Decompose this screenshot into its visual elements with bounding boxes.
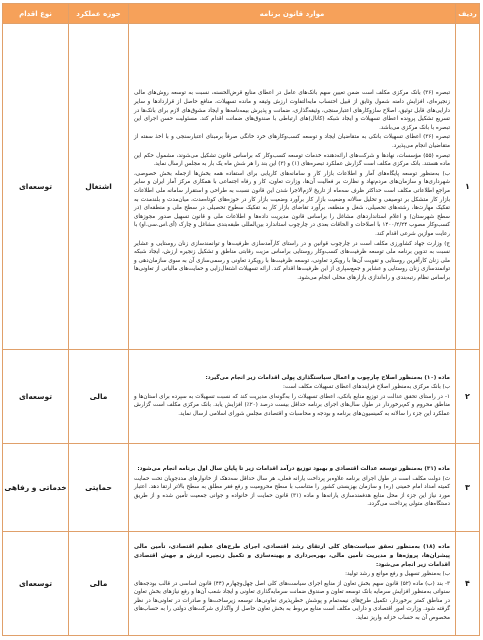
table-row <box>3 24 480 350</box>
row-performance-area: مالی <box>69 350 129 444</box>
row-number: ۱ <box>456 24 480 350</box>
row-number: ۲ <box>456 350 480 444</box>
table-row <box>3 532 480 636</box>
row-performance-area: اشتغال <box>69 24 129 350</box>
row-action-type: توسعه‌ای <box>3 350 69 444</box>
row-action-type: توسعه‌ای <box>3 24 69 350</box>
row-content <box>129 350 456 444</box>
content-paragraph: ماده (۳۱) به‌منظور توسعه عدالت اقتصادی و بهبود توزیع درآمد اقدامات زیر تا پایان سال اول برنامه انجام می‌شود: <box>137 466 450 473</box>
header-row-number: ردیف <box>456 4 480 24</box>
content-paragraph: ب) به‌منظور توسعه پایگاه‌های آمار و اطلاعات بازار کار و سامانه‌های کاریابی برای استفاده همه بخش‌ها ازجمله بخش خصوصی، شهرداری‌ها و سازمان‌های مردم‌نهاد و نظارت بر فعالیت آن‌ها، وزارت تعاون، کار و رفاه اجتماعی با همکاری مرکز آمار ایران و سایر مراجع اطلاعاتی مکلف است حداکثر ظرف سه‌ماه از تاریخ لازم‌الاجرا شدن این قانون نسبت به طراحی و استقرار سامانه ملی اطلاعات بازار کار متشکل بر توصیفی و تحلیل سالانه وضعیت بازار کار برآورد وضعیت بازار کار در حوزه‌های کوتاه‌مدت، میان‌مدت و بلندمدت به تفکیک مهارت‌ها، رشته‌های تحصیلی، شغل و منطقه، برآورد تقاضای بازار کار به تفکیک سطوح تحصیلی در سطح ملی و منطقه‌ای (در سطح شهرستان) و اعلام استانداردهای مشاغل را براساس قانون مدیریت داده‌ها و اطلاعات ملی و قانون تسهیل صدور مجوزهای کسب‌وکار مصوب ۱۴۰۰/۲/۲۴ با اصلاحات و الحاقات بعدی در چارچوب استاندارد بین‌المللی طبقه‌بندی مشاغل و چارک (آی.اس.سی.او) با رعایت موازین شرعی اقدام کند. <box>134 170 450 237</box>
content-paragraph: ب) به‌منظور تسهیل و رفع موانع و رشد تولید: <box>345 571 450 578</box>
program-law-table <box>2 3 480 636</box>
content-paragraph: تبصره (۳۶) اعطای تسهیلات بانکی به متقاضیان ایجاد و توسعه کسب‌وکارهای خرد خانگی صرفاً برمبنای اعتبارسنجی و با اخذ سفته از متقاضیان انجام می‌پذیرد. <box>134 134 450 150</box>
header-performance-area: حوزه عملکرد <box>69 4 129 24</box>
content-paragraph: تبصره (۵۵) مؤسسات، نهادها و شرکت‌های ارائه‌دهنده خدمات توسعه کسب‌وکار که براساس قانون تشکیل می‌شوند، مشمول حکم این ماده هستند. بانک مرکزی مکلف است گزارش عملکرد تبصره‌های (۱) و (۳) این بند را هر شش ماه یک بار به مجلس ارسال نماید. <box>134 152 450 168</box>
row-content <box>129 444 456 532</box>
content-paragraph: ث) دولت مکلف است در طول اجرای برنامه علاوه‌بر پرداخت یارانه فعلی، هر سال حداقل سه‌دهک از خانوارهای مددجویان تحت حمایت کمیته امداد امام خمینی (ره) و سازمان بهزیستی کشور را متناسب با سطح محرومیت و رفع فقر مطلق به سطح بالاتر ارتقا دهد. اعتبار مورد نیاز این جزء از محل منابع هدفمندسازی یارانه‌ها و ماده (۳۱) قانون حمایت از خانواده و جوانی جمعیت تأمین شده و از طریق دستگاه‌های متولی پرداخت می‌گردد. <box>134 475 450 508</box>
content-paragraph: ماده (۱۸) به‌منظور تحقق سیاست‌های کلی ارتقای رشد اقتصادی، اجرای طرح‌های عظیم اقتصادی، تأمین مالی پیشران‌ها، پروژه‌ها و مدیریت تأمین مالی، بهره‌برداری و بهینه‌سازی و تکمیل زنجیره ارزش و جهش اقتصادی اقدامات زیر انجام می‌شود: <box>134 544 450 568</box>
row-action-type: خدماتی و رفاهی <box>3 444 69 532</box>
table-header-row <box>3 4 480 24</box>
content-paragraph: تبصره (۳۶) بانک مرکزی مکلف است ضمن تعیین سهم بانک‌های عامل در اعطای منابع قرض‌الحسنه، نسبت به توسعه روش‌های مالی زنجیره‌ای، افزایش دامنه شمول وثایق از قبیل احتساب مابه‌التفاوت ارزش وثیقه و مانده تسهیلات، منافع حاصل از قراردادها و سایر دارایی‌های قابل توثیق، اصلاح سازوکارهای اعتبارسنجی، وثیقه‌گذاری، ضمانت و پذیرش بیمه‌نامه‌ها و ایجاد مشوق‌های لازم برای بانک‌ها در تسریع تشکیل پرونده اعطای تسهیلات و ایجاد شبکه (کانال)های ارتباطی با صندوق‌های ضمانت اقدام کند. مسئولیت حسن اجرای این تبصره با بانک مرکزی می‌باشد. <box>134 90 450 131</box>
table-row <box>3 350 480 444</box>
content-paragraph: ماده (۱۰) به‌منظور اصلاح چارچوب و اعمال سیاستگذاری پولی اقدامات زیر انجام می‌گیرد: <box>205 374 450 381</box>
row-action-type: توسعه‌ای <box>3 532 69 636</box>
row-content <box>129 532 456 636</box>
content-paragraph: ب) بانک مرکزی به‌منظور اصلاح فرایندهای اعطای تسهیلات مکلف است: <box>282 384 450 391</box>
row-performance-area: مالی <box>69 532 129 636</box>
table-row <box>3 444 480 532</box>
row-number: ۴ <box>456 532 480 636</box>
row-number: ۳ <box>456 444 480 532</box>
header-action-type: نوع اقدام <box>3 4 69 24</box>
content-paragraph: ۱- در راستای تحقق عدالت در توزیع منابع بانکی، اعطای تسهیلات را به‌گونه‌ای مدیریت کند که نسبت تسهیلات به سپرده برای استان‌ها و مناطق محروم و کم‌برخوردار در طول سال‌های اجرای برنامه حداقل بیست درصد (۲۰٪) افزایش یابد. بانک مرکزی مکلف است گزارش عملکرد این جزء را سالانه به کمیسیون‌های برنامه و بودجه و محاسبات و اقتصادی مجلس شورای اسلامی ارسال نماید. <box>134 393 451 417</box>
row-content <box>129 24 456 350</box>
content-paragraph: ج) وزارت جهاد کشاورزی مکلف است در چارچوب قوانین و در راستای کارآمدسازی ظرفیت‌ها و توانمندسازی زنان روستایی و عشایر نسبت به تدوین برنامه ملی توسعه ظرفیت‌های کسب‌وکار روستایی براساس مزیت رقابتی مناطق و تشکیل زنجیره ارزش، ایجاد شبکه ملی زنان کارآفرین روستایی و تقویت آن‌ها با رویکرد تعاونی، توسعه ظرفیت‌ها با رویکرد تعاونی و رسمی‌سازی آن به سوی سازمان‌دهی و توانمندسازی زنان روستایی و عشایر و جمع‌سپاری از این ظرفیت‌ها اقدام کند. ارائه تسهیلات اشتغال‌زایی و حمایت‌های مالیاتی از تعاونی‌ها براساس نظام رتبه‌بندی و راه‌اندازی بازارهای محلی انجام می‌شود. <box>134 240 450 281</box>
row-performance-area: حمایتی <box>69 444 129 532</box>
content-paragraph: ۳- بند (ب) ماده (۵۲) قانون سهم بخش تعاون از منابع اجرای سیاست‌های کلی اصل چهل‌وچهارم (۴۴) قانون اساسی در قالب بودجه‌های سنواتی به‌منظور افزایش سرمایه بانک توسعه تعاون و صندوق ضمانت سرمایه‌گذاری تعاونی و ایجاد شعب آن‌ها و رفع نیازهای بخش تعاون در مناطق کمتر برخوردار، تکمیل طرح‌های نیمه‌تمام و پوشش خطرپذیری تعاونی‌ها، توسعه زیرساخت‌ها و صادرات در تعاونی‌ها در نظر گرفته شود. وزارت امور اقتصادی و دارایی مکلف است منابع مربوط به بخش تعاون حاصل از واگذاری شرکت‌های دولتی را به حساب‌های مخصوص آن به حساب خزانه واریز نماید. <box>134 580 451 622</box>
header-program-content: موارد قانون برنامه <box>129 4 456 24</box>
